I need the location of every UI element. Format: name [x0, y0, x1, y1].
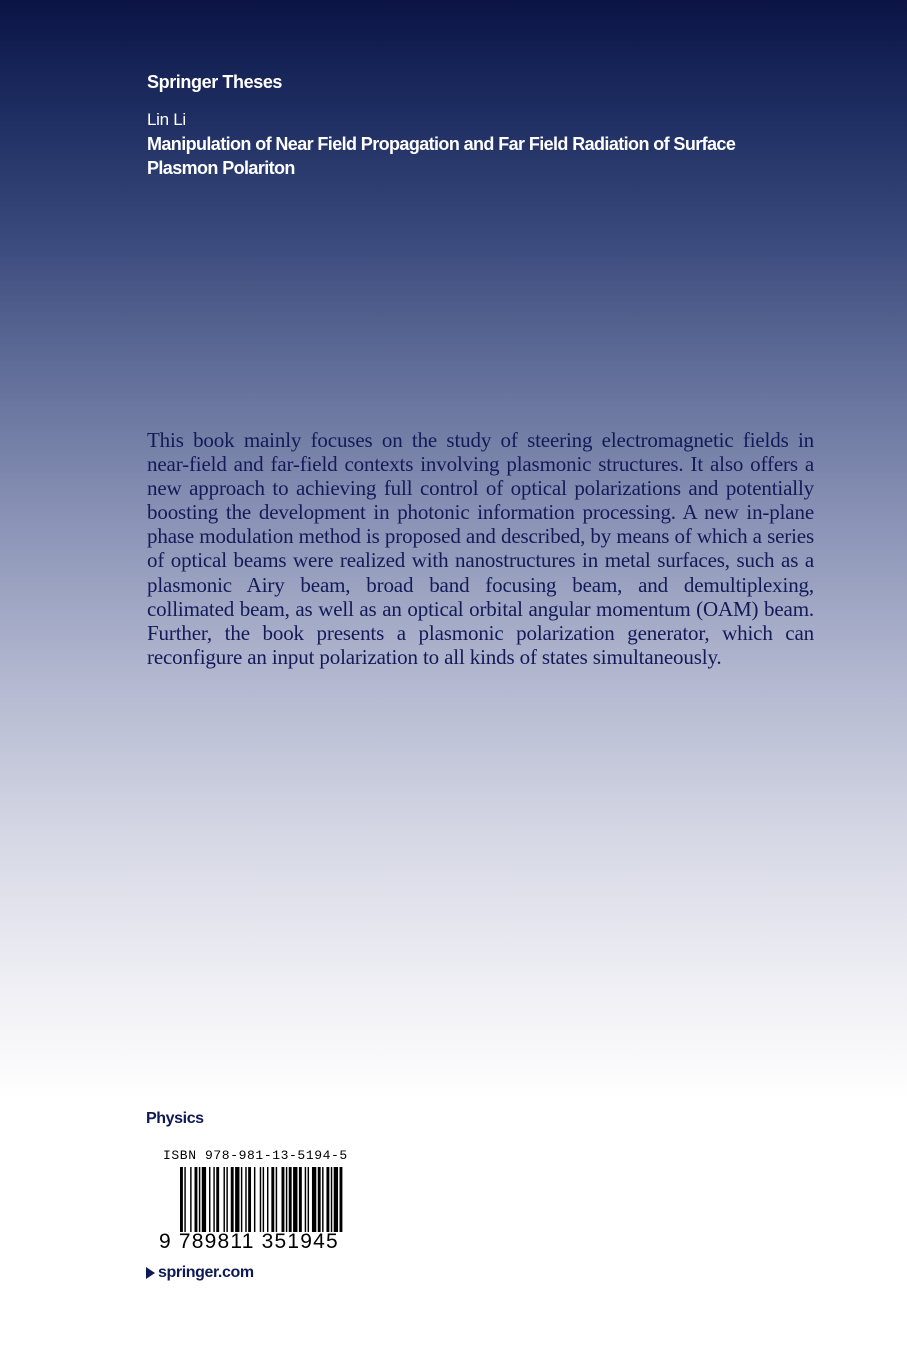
isbn-label: ISBN 978-981-13-5194-5 — [163, 1148, 348, 1163]
barcode-digits: 9 789811 351945 — [159, 1230, 339, 1253]
book-description: This book mainly focuses on the study of steering electromagnetic fields in near-field and far-field contexts involving plasmonic structures. It also offers a new approach to achieving full control of optical polarizations and potentially boosting the development in photonic information processing. A new in-plane phase modulation method is proposed and described, by means of which a series of optical beams were realized with nanostructures in metal surfaces, such as a plasmonic Airy beam, broad band focusing beam, and demultiplexing, collimated beam, as well as an optical orbital angular momentum (OAM) beam. Further, the book presents a plasmonic polarization generator, which can reconfigure an input polarization to all kinds of states simultaneously. — [147, 428, 814, 669]
arrow-right-icon — [146, 1267, 155, 1279]
website-link[interactable] — [146, 1264, 254, 1282]
author-name: Lin Li — [147, 110, 186, 129]
book-title: Manipulation of Near Field Propagation and Far Field Radiation of Surface Plasmon Polariton — [147, 134, 736, 178]
website-label: springer.com — [158, 1264, 254, 1281]
subject-category: Physics — [146, 1110, 204, 1127]
series-name: Springer Theses — [147, 72, 283, 92]
